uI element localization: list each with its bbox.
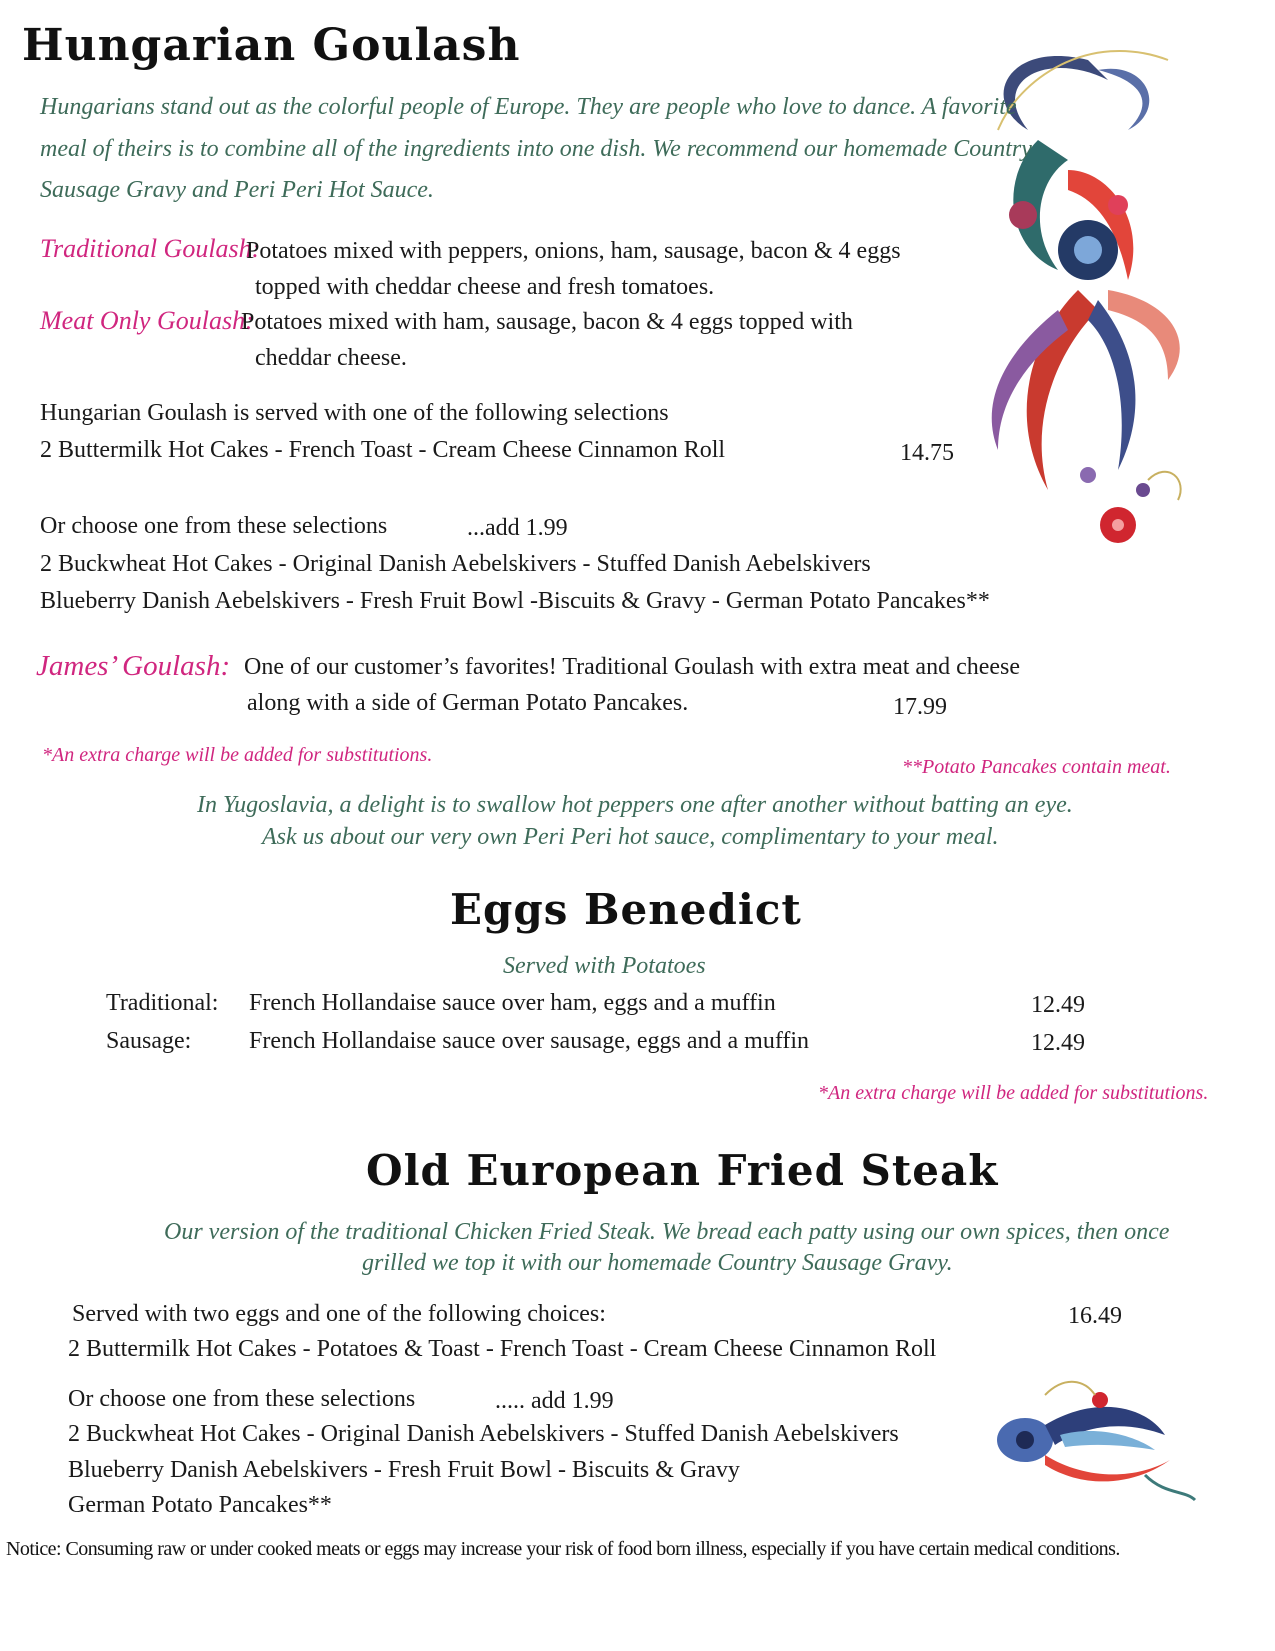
potato-pancake-note: **Potato Pancakes contain meat.: [902, 756, 1171, 778]
benedict-item-price: 12.49: [1031, 992, 1085, 1018]
benedict-item-desc: French Hollandaise sauce over ham, eggs and a muffin: [249, 990, 776, 1016]
goulash-or-choose: Or choose one from these selections: [40, 513, 388, 539]
james-goulash-desc-2: along with a side of German Potato Pancakes.: [247, 690, 689, 716]
goulash-premium-line-2: Blueberry Danish Aebelskivers - Fresh Fruit Bowl -Biscuits & Gravy - German Potato Pancakes**: [40, 588, 990, 614]
steak-premium-line-2: Blueberry Danish Aebelskivers - Fresh Fruit Bowl - Biscuits & Gravy: [68, 1457, 740, 1483]
goulash-premium-line-1: 2 Buckwheat Hot Cakes - Original Danish Aebelskivers - Stuffed Danish Aebelskivers: [40, 551, 871, 577]
benedict-item-name: Traditional:: [106, 990, 219, 1016]
benedict-subtitle: Served with Potatoes: [503, 953, 706, 979]
steak-served-with: Served with two eggs and one of the following choices:: [72, 1301, 606, 1327]
yugoslavia-note-line-2: Ask us about our very own Peri Peri hot sauce, complimentary to your meal.: [262, 824, 999, 850]
benedict-substitution-note: *An extra charge will be added for substitutions.: [818, 1082, 1209, 1104]
goulash-substitution-note: *An extra charge will be added for substitutions.: [42, 744, 433, 766]
floral-ornament-bottom: [985, 1365, 1200, 1515]
steak-premium-line-1: 2 Buckwheat Hot Cakes - Original Danish Aebelskivers - Stuffed Danish Aebelskivers: [68, 1421, 899, 1447]
benedict-item-price: 12.49: [1031, 1030, 1085, 1056]
james-goulash-label: James’ Goulash:: [36, 650, 231, 682]
meat-only-goulash-desc-1: Potatoes mixed with ham, sausage, bacon & 4 eggs topped with: [241, 309, 853, 335]
health-notice: Notice: Consuming raw or under cooked meats or eggs may increase your risk of food born illness, especially if you have certain medical conditions.: [6, 1538, 1120, 1560]
goulash-intro-line-2: meal of theirs is to combine all of the ingredients into one dish. We recommend our homemade Country: [40, 136, 1032, 162]
traditional-goulash-desc-1: Potatoes mixed with peppers, onions, ham, sausage, bacon & 4 eggs: [246, 238, 901, 264]
steak-intro-line-1: Our version of the traditional Chicken Fried Steak. We bread each patty using our own spices, then once: [164, 1219, 1170, 1245]
steak-premium-line-3: German Potato Pancakes**: [68, 1492, 332, 1518]
traditional-goulash-label: Traditional Goulash:: [40, 234, 261, 263]
goulash-add-price: ...add 1.99: [467, 515, 568, 541]
benedict-item-desc: French Hollandaise sauce over sausage, eggs and a muffin: [249, 1028, 810, 1054]
meat-only-goulash-desc-2: cheddar cheese.: [255, 345, 407, 371]
goulash-selections: 2 Buttermilk Hot Cakes - French Toast - Cream Cheese Cinnamon Roll: [40, 437, 726, 463]
steak-title: Old European Fried Steak: [366, 1146, 999, 1195]
james-goulash-desc-1: One of our customer’s favorites! Traditional Goulash with extra meat and cheese: [244, 654, 1021, 680]
meat-only-goulash-label: Meat Only Goulash:: [40, 306, 254, 335]
goulash-price: 14.75: [900, 440, 954, 466]
traditional-goulash-desc-2: topped with cheddar cheese and fresh tomatoes.: [255, 274, 715, 300]
goulash-served-with: Hungarian Goulash is served with one of the following selections: [40, 400, 669, 426]
benedict-item-name: Sausage:: [106, 1028, 192, 1054]
steak-price: 16.49: [1068, 1303, 1122, 1329]
benedict-title: Eggs Benedict: [450, 885, 802, 934]
goulash-intro-line-1: Hungarians stand out as the colorful people of Europe. They are people who love to dance. A favorite: [40, 94, 1017, 120]
steak-intro-line-2: grilled we top it with our homemade Country Sausage Gravy.: [362, 1250, 953, 1276]
goulash-title: Hungarian Goulash: [22, 20, 521, 71]
steak-or-choose: Or choose one from these selections: [68, 1386, 416, 1412]
yugoslavia-note-line-1: In Yugoslavia, a delight is to swallow hot peppers one after another without batting an eye.: [197, 792, 1073, 818]
steak-choices: 2 Buttermilk Hot Cakes - Potatoes & Toast - French Toast - Cream Cheese Cinnamon Roll: [68, 1336, 937, 1362]
goulash-intro-line-3: Sausage Gravy and Peri Peri Hot Sauce.: [40, 177, 434, 203]
james-goulash-price: 17.99: [893, 694, 947, 720]
steak-add-price: ..... add 1.99: [495, 1388, 614, 1414]
